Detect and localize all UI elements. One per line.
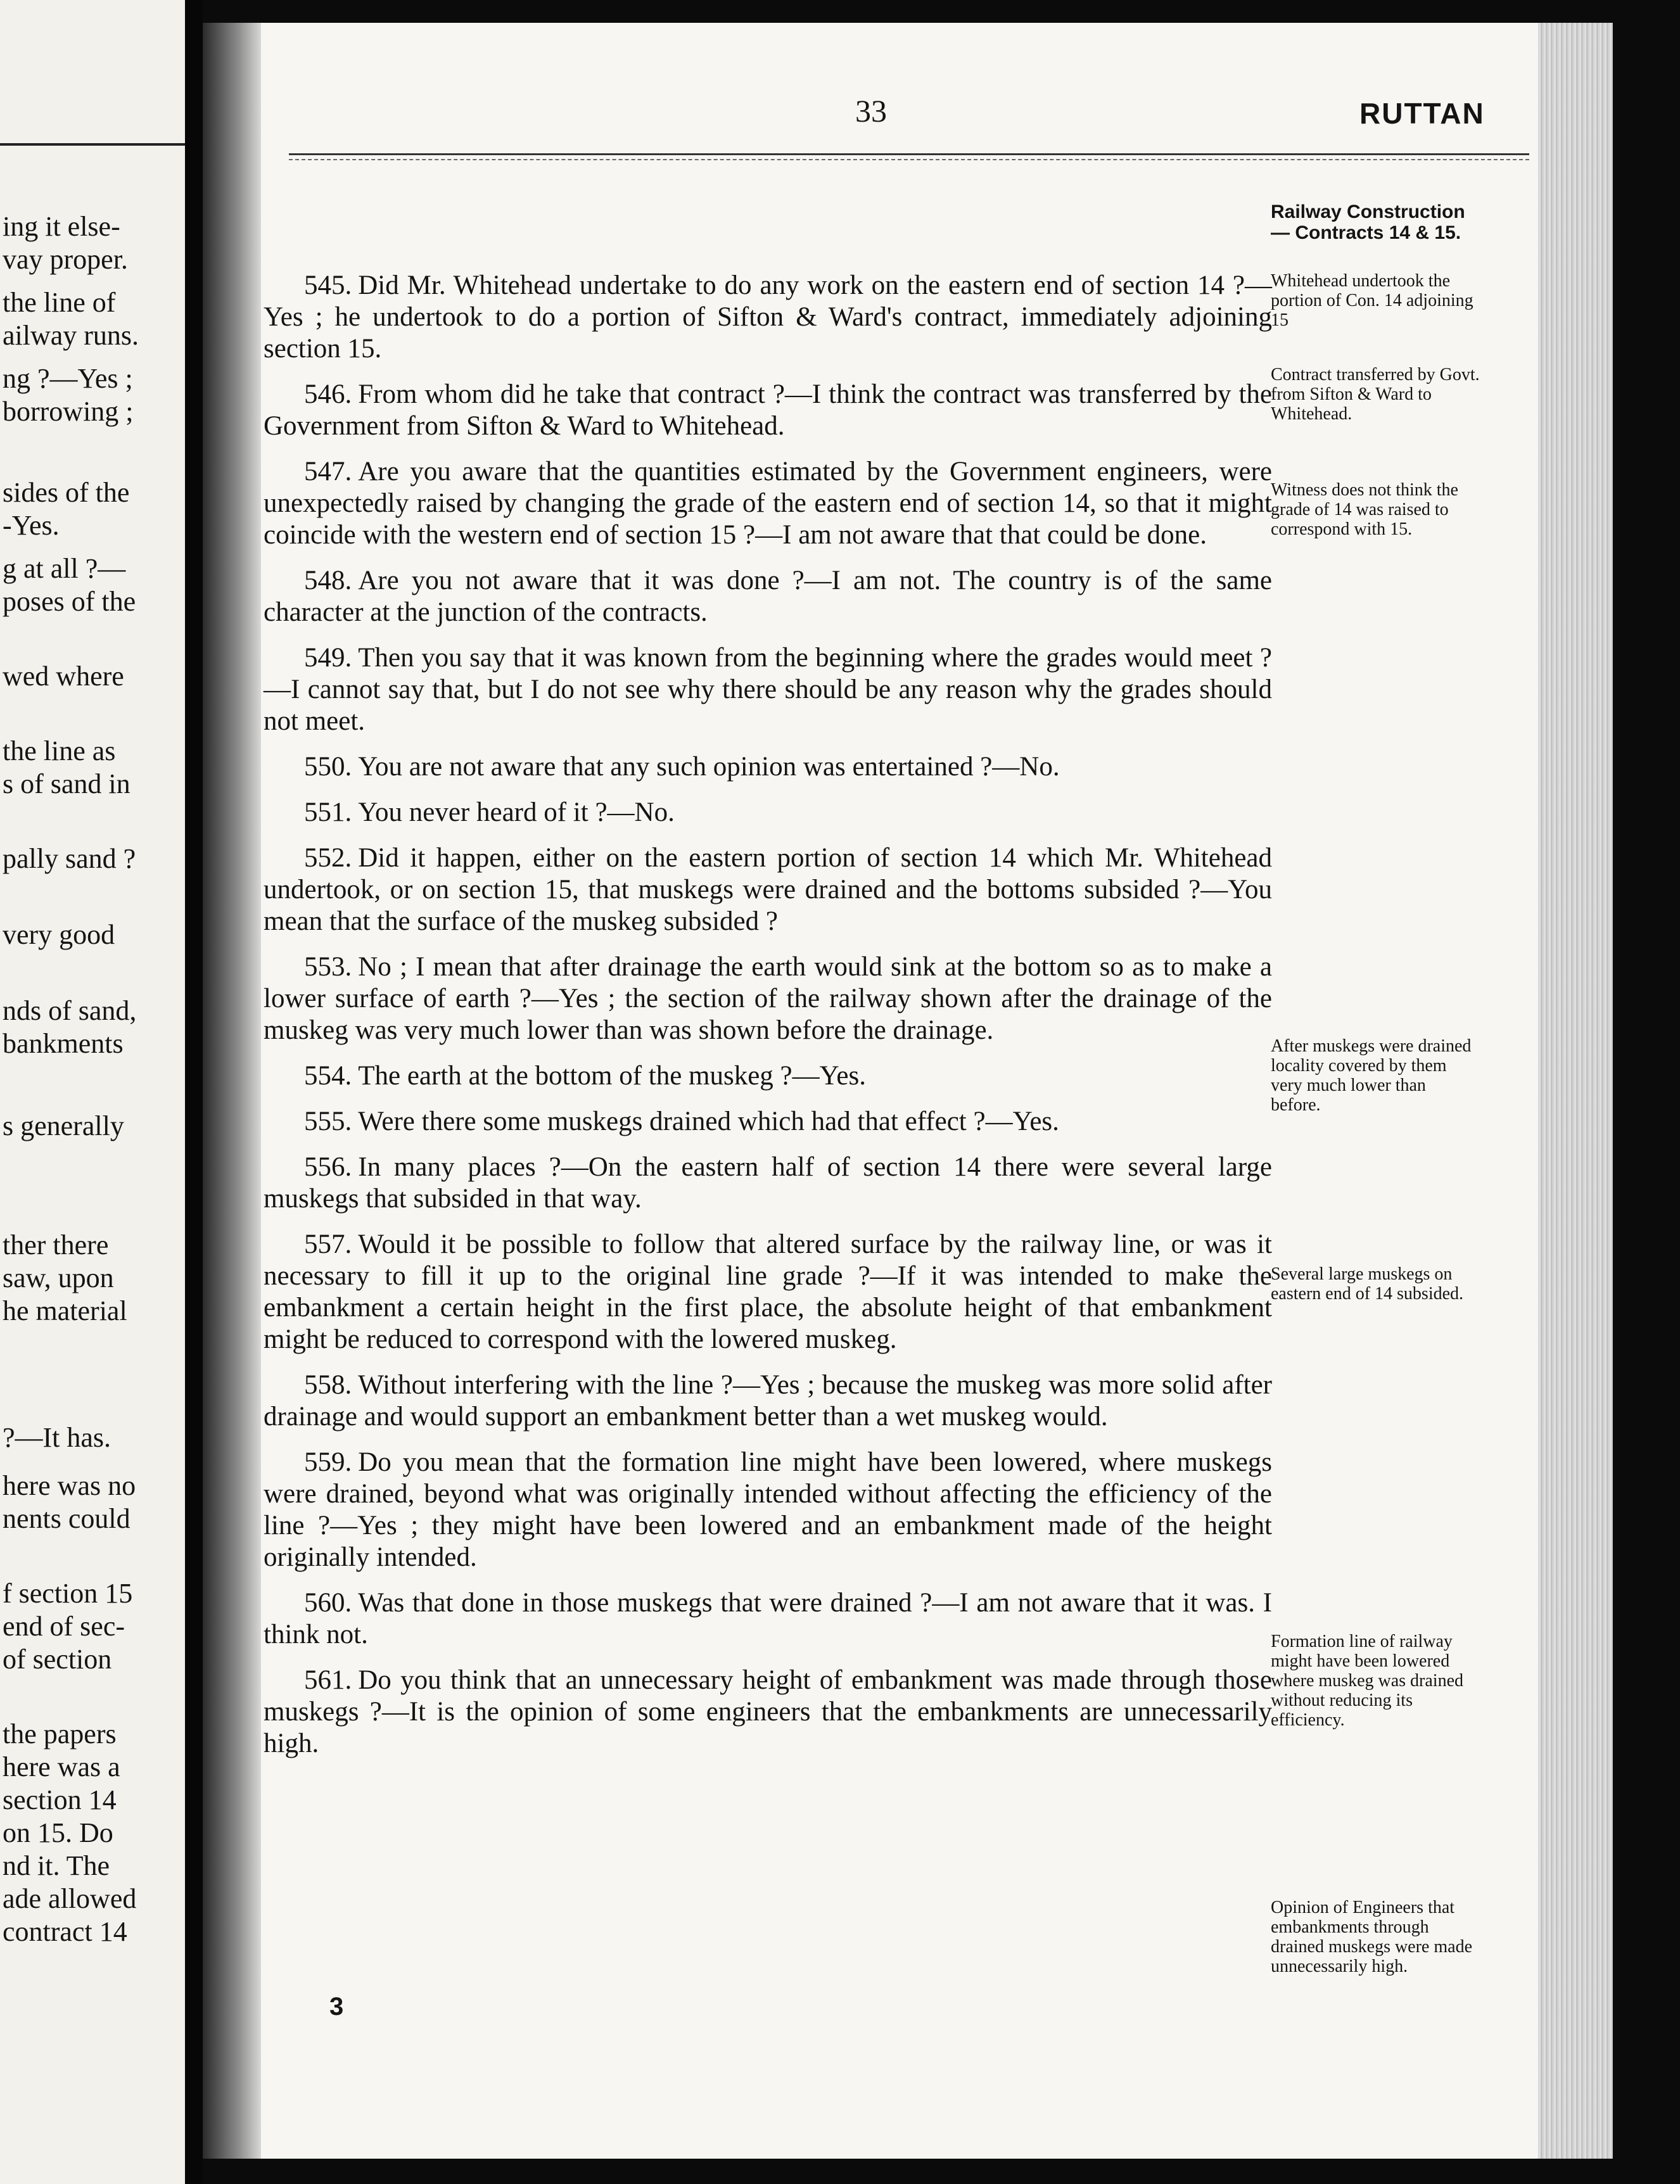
- left-page-rule: [0, 143, 185, 146]
- left-fragment: saw, upon: [3, 1262, 114, 1293]
- testimony-entry: 556. In many places ?—On the eastern half of section 14 there were several large muskegs that subsided in that way.: [264, 1152, 1272, 1214]
- testimony-entry: 561. Do you think that an unnecessary height of embankment was made through those muskegs ?—It is the opinion of some engineers that the embankments are unnecessarily high.: [264, 1665, 1272, 1758]
- testimony-entry: 555. Were there some muskegs drained which had that effect ?—Yes.: [304, 1107, 1059, 1136]
- testimony-body: [264, 213, 1272, 1774]
- testimony-entry: 550. You are not aware that any such opinion was entertained ?—No.: [304, 752, 1060, 782]
- left-fragment: the line as: [3, 735, 116, 766]
- margin-note: After muskegs were drained locality covered by them very much lower than before.: [1271, 1036, 1472, 1115]
- left-fragment: end of sec-: [3, 1611, 125, 1642]
- testimony-entry: 554. The earth at the bottom of the muskeg ?—Yes.: [304, 1061, 866, 1091]
- page-edge-stack: [1538, 23, 1613, 2159]
- left-fragment: bankments: [3, 1028, 124, 1059]
- testimony-entry: 557. Would it be possible to follow that altered surface by the railway line, or was it necessary to fill it up to the original line grade ?—If it was intended to make the embankment a certain height in the first place, the absolute height of that embankment might be reduced to correspond with the lowered muskeg.: [264, 1229, 1272, 1354]
- testimony-entry: 558. Without interfering with the line ?—Yes ; because the muskeg was more solid after drainage and would support an embankment better than a wet muskeg would.: [264, 1370, 1272, 1432]
- left-fragment: the line of: [3, 287, 116, 318]
- left-fragment: borrowing ;: [3, 396, 134, 427]
- left-fragment: wed where: [3, 661, 124, 692]
- left-fragment: ng ?—Yes ;: [3, 363, 133, 394]
- book-gutter: [185, 0, 203, 2184]
- testimony-entry: 545. Did Mr. Whitehead undertake to do any work on the eastern end of section 14 ?—Yes ; he undertook to do a portion of Sifton & Ward's contract, immediately adjoining section 15.: [264, 270, 1272, 364]
- margin-note: Railway Construction— Contracts 14 & 15.: [1271, 201, 1465, 243]
- header-rule: [289, 153, 1529, 160]
- left-fragment: nd it. The: [3, 1850, 110, 1881]
- left-fragment: f section 15: [3, 1578, 133, 1609]
- left-fragment: here was a: [3, 1751, 120, 1782]
- margin-note: Several large muskegs on eastern end of 14 subsided.: [1271, 1264, 1464, 1304]
- main-page: [203, 23, 1613, 2159]
- left-fragment: ade allowed: [3, 1883, 137, 1914]
- left-fragment: section 14: [3, 1784, 117, 1815]
- margin-note: Opinion of Engineers that embankments through drained muskegs were made unnecessarily high.: [1271, 1898, 1472, 1976]
- testimony-entry: 547. Are you aware that the quantities estimated by the Government engineers, were unexpectedly raised by changing the grade of the eastern end of section 14, so that it might coincide with the western end of section 15 ?—I am not aware that that could be done.: [264, 457, 1272, 550]
- left-fragment: -Yes.: [3, 510, 60, 541]
- left-fragment: pally sand ?: [3, 843, 136, 874]
- left-fragment: here was no: [3, 1470, 136, 1501]
- left-fragment: ing it else-: [3, 211, 120, 242]
- left-fragment: poses of the: [3, 586, 136, 617]
- testimony-entry: 546. From whom did he take that contract ?—I think the contract was transferred by the Government from Sifton & Ward to Whitehead.: [264, 379, 1272, 441]
- testimony-entry: 560. Was that done in those muskegs that were drained ?—I am not aware that it was. I think not.: [264, 1588, 1272, 1649]
- testimony-entry: 548. Are you not aware that it was done ?—I am not. The country is of the same character at the junction of the contracts.: [264, 566, 1272, 627]
- margin-note: Witness does not think the grade of 14 was raised to correspond with 15.: [1271, 480, 1458, 539]
- left-fragment: very good: [3, 919, 115, 950]
- left-fragment: of section: [3, 1644, 112, 1675]
- testimony-entry: 549. Then you say that it was known from the beginning where the grades would meet ?—I cannot say that, but I do not see why there should be any reason why the grades should not meet.: [264, 643, 1272, 736]
- left-fragment: ailway runs.: [3, 320, 139, 351]
- page-spine-shadow: [203, 23, 261, 2159]
- left-fragment: contract 14: [3, 1916, 127, 1947]
- left-fragment: g at all ?—: [3, 553, 126, 584]
- signature-mark: 3: [329, 1993, 344, 2021]
- left-fragment: on 15. Do: [3, 1817, 113, 1848]
- left-fragment: vay proper.: [3, 244, 128, 275]
- left-fragment: he material: [3, 1295, 127, 1326]
- left-fragment: sides of the: [3, 477, 130, 508]
- margin-note: Formation line of railway might have been lowered where muskeg was drained without reducing its efficiency.: [1271, 1632, 1464, 1730]
- margin-note: Contract transferred by Govt. from Sifton & Ward to Whitehead.: [1271, 365, 1480, 424]
- margin-note: Whitehead undertook the portion of Con. 14 adjoining 15: [1271, 271, 1473, 330]
- left-fragment: nds of sand,: [3, 995, 137, 1026]
- testimony-entry: 553. No ; I mean that after drainage the earth would sink at the bottom so as to make a lower surface of earth ?—Yes ; the section of the railway shown after the drainage of the muskeg was very much lower than was shown before the drainage.: [264, 952, 1272, 1045]
- left-fragment: s generally: [3, 1110, 124, 1141]
- testimony-entry: 559. Do you mean that the formation line might have been lowered, where muskegs were drained, beyond what was originally intended without affecting the efficiency of the line ?—Yes ; they might have been lowered and an embankment made of the height originally intended.: [264, 1447, 1272, 1572]
- page-number: 33: [855, 93, 887, 129]
- left-facing-page: [0, 0, 185, 2184]
- running-head: RUTTAN: [1359, 97, 1485, 130]
- left-fragment: ?—It has.: [3, 1422, 111, 1453]
- left-fragment: s of sand in: [3, 768, 130, 799]
- left-fragment: nents could: [3, 1503, 130, 1534]
- left-fragment: ther there: [3, 1229, 109, 1260]
- testimony-entry: 551. You never heard of it ?—No.: [304, 797, 675, 827]
- testimony-entry: 552. Did it happen, either on the eastern portion of section 14 which Mr. Whitehead undertook, or on section 15, that muskegs were drained and the bottoms subsided ?—You mean that the surface of the muskeg subsided ?: [264, 843, 1272, 936]
- left-fragment: the papers: [3, 1718, 117, 1749]
